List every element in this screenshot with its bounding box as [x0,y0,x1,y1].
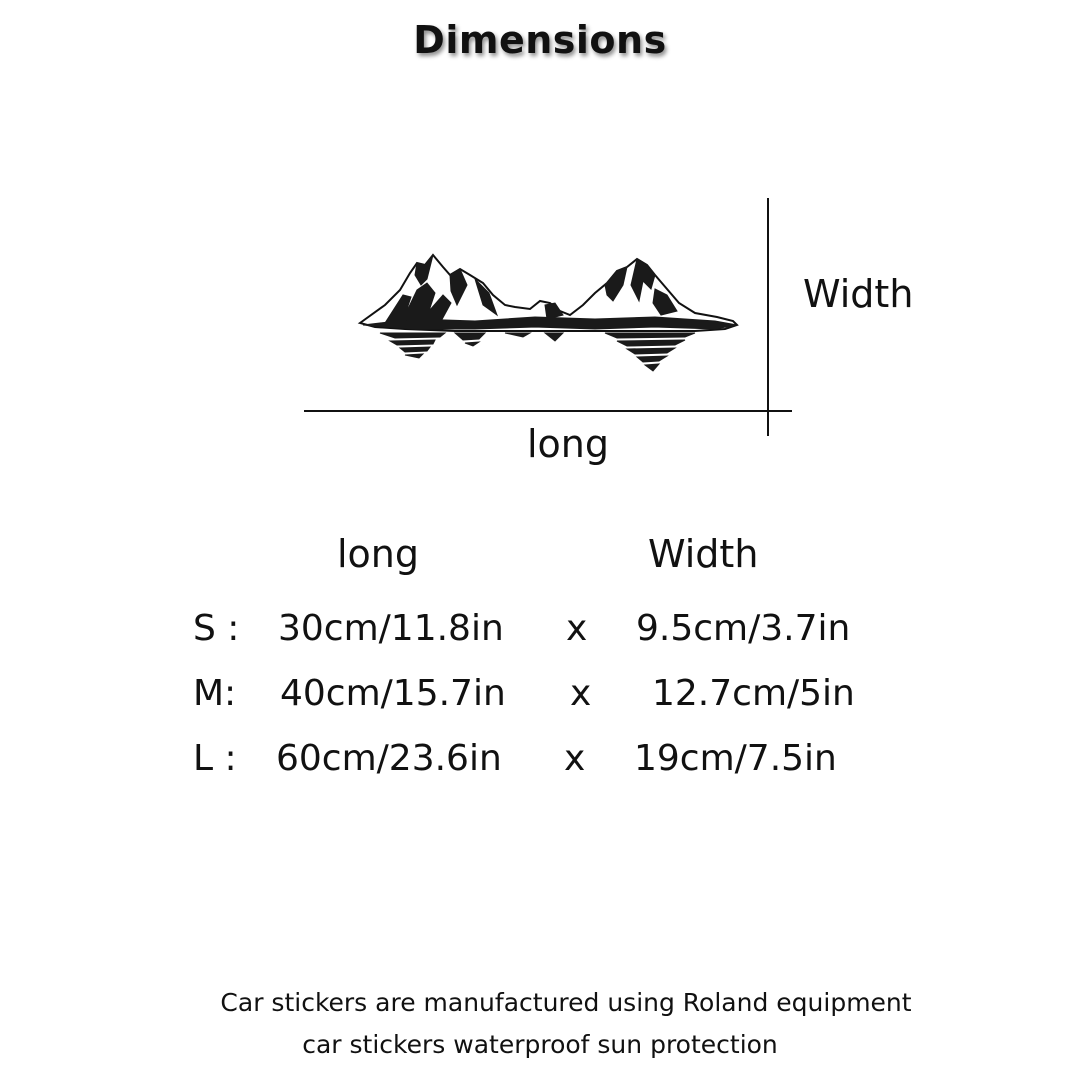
footer-line-2: car stickers waterproof sun protection [302,1030,778,1059]
column-header-width: Width [648,532,759,576]
long-value: 60cm/23.6in [276,738,502,779]
footer-line-1: Car stickers are manufactured using Roland equipment [220,988,912,1017]
size-label: M: [193,673,237,714]
mountain-silhouette-icon [355,245,740,375]
times-sign: x [566,608,588,649]
width-dimension-label: Width [803,272,914,316]
width-dimension-line [767,198,769,436]
width-value: 19cm/7.5in [634,738,837,779]
width-value: 12.7cm/5in [652,673,855,714]
long-dimension-label: long [527,422,610,466]
size-row-s [0,608,1080,658]
long-value: 40cm/15.7in [280,673,506,714]
times-sign: x [564,738,586,779]
long-dimension-line [304,410,792,412]
size-label: L : [193,738,237,779]
long-value: 30cm/11.8in [278,608,504,649]
column-header-long: long [337,532,420,576]
times-sign: x [570,673,592,714]
width-value: 9.5cm/3.7in [636,608,851,649]
size-label: S : [193,608,240,649]
size-row-l [0,738,1080,788]
size-row-m [0,673,1080,723]
page-title: Dimensions [413,18,667,62]
